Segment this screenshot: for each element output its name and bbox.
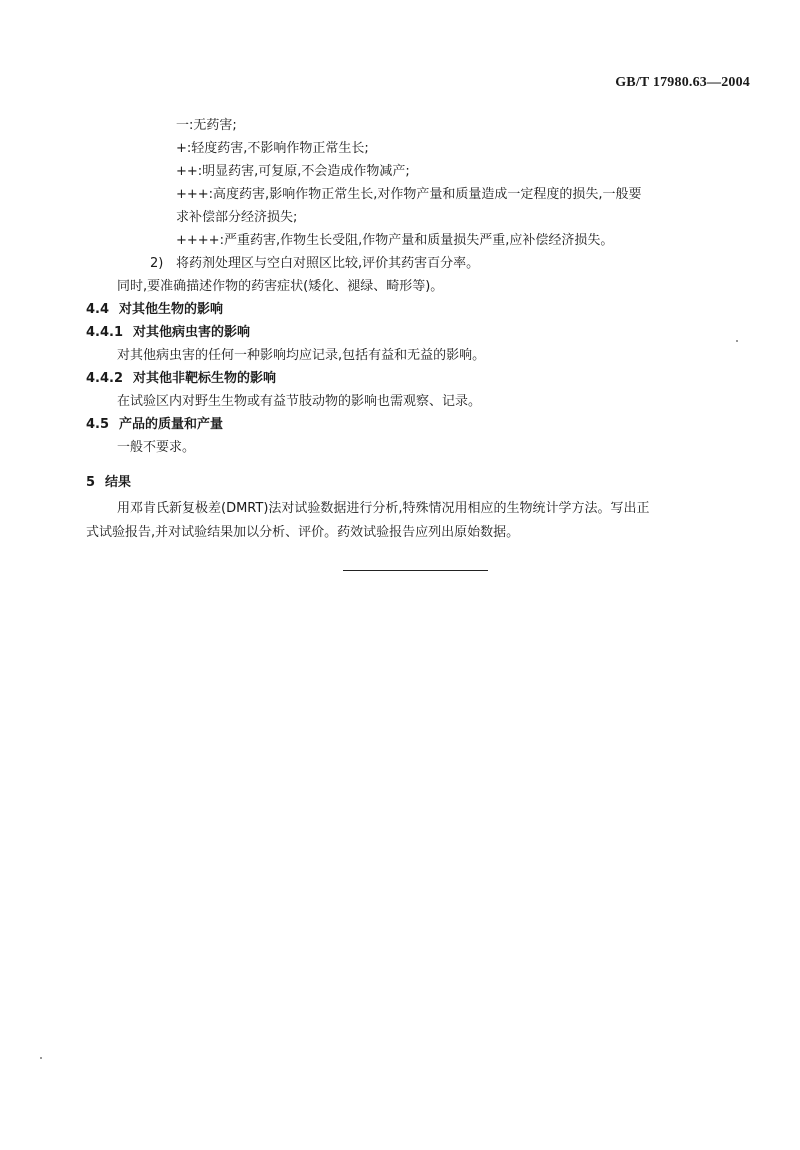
results-paragraph-line-1: 用邓肯氏新复极差(DMRT)法对试验数据进行分析,特殊情况用相应的生物统计学方法。写出正 bbox=[117, 501, 650, 516]
scan-speck bbox=[736, 340, 738, 342]
section-number: 4.4 bbox=[86, 302, 110, 317]
section-title: 对其他病虫害的影响 bbox=[133, 325, 251, 340]
section-number: 4.5 bbox=[86, 417, 110, 432]
scale-level-severe: ++++:严重药害,作物生长受阻,作物产量和质量损失严重,应补偿经济损失。 bbox=[176, 233, 614, 248]
item-2-text: 将药剂处理区与空白对照区比较,评价其药害百分率。 bbox=[176, 256, 480, 271]
section-4-4-2-heading bbox=[86, 371, 276, 387]
section-number: 4.4.1 bbox=[86, 325, 124, 340]
section-title: 对其他非靶标生物的影响 bbox=[133, 371, 277, 386]
symptom-note: 同时,要准确描述作物的药害症状(矮化、褪绿、畸形等)。 bbox=[117, 279, 444, 294]
standard-code: GB/T 17980.63—2004 bbox=[615, 75, 750, 90]
section-4-5-heading bbox=[86, 417, 223, 433]
scale-level-slight: +:轻度药害,不影响作物正常生长; bbox=[176, 141, 369, 156]
section-4-4-1-body: 对其他病虫害的任何一种影响均应记录,包括有益和无益的影响。 bbox=[117, 348, 486, 363]
scan-speck bbox=[40, 1057, 42, 1059]
scale-level-high-cont: 求补偿部分经济损失; bbox=[176, 210, 298, 225]
section-4-5-body: 一般不要求。 bbox=[117, 440, 196, 455]
end-rule bbox=[343, 570, 488, 571]
scale-level-high: +++:高度药害,影响作物正常生长,对作物产量和质量造成一定程度的损失,一般要 bbox=[176, 187, 642, 202]
section-4-4-2-body: 在试验区内对野生生物或有益节肢动物的影响也需观察、记录。 bbox=[117, 394, 482, 409]
section-5-heading bbox=[86, 475, 131, 491]
item-2-marker: 2) bbox=[150, 256, 164, 271]
results-paragraph-line-2: 式试验报告,并对试验结果加以分析、评价。药效试验报告应列出原始数据。 bbox=[86, 525, 520, 540]
section-number: 5 bbox=[86, 475, 96, 490]
scale-level-obvious: ++:明显药害,可复原,不会造成作物减产; bbox=[176, 164, 410, 179]
section-4-4-1-heading bbox=[86, 325, 250, 341]
scale-level-none: 一:无药害; bbox=[176, 118, 237, 133]
section-4-4-heading bbox=[86, 302, 223, 318]
section-title: 对其他生物的影响 bbox=[119, 302, 224, 317]
section-number: 4.4.2 bbox=[86, 371, 124, 386]
section-title: 结果 bbox=[105, 475, 132, 490]
section-title: 产品的质量和产量 bbox=[119, 417, 224, 432]
